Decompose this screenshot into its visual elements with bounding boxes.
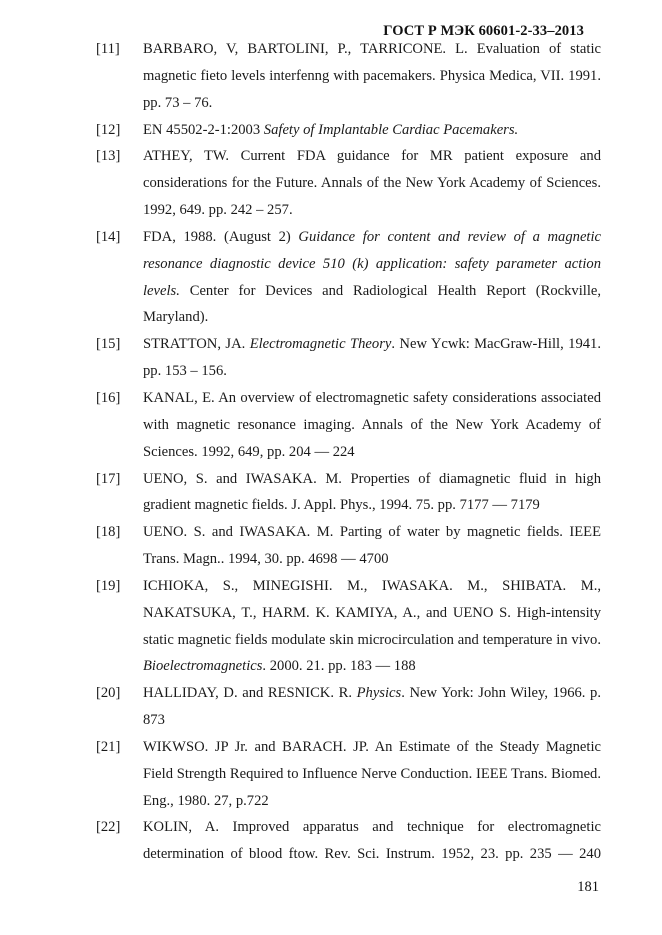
reference-text-segment: FDA, 1988. (August 2) xyxy=(143,228,299,245)
reference-item xyxy=(96,117,601,144)
reference-text-segment: Center for Devices and Radiological Health Report (Rockville, Maryland). xyxy=(143,282,601,326)
reference-title-italic: Physics xyxy=(356,685,402,702)
reference-text xyxy=(143,385,601,466)
reference-text-segment: STRATTON, JA. xyxy=(143,336,250,353)
reference-text-segment: HALLIDAY, D. and RESNICK. R. xyxy=(143,685,357,702)
reference-number: [13] xyxy=(96,148,121,165)
reference-title-italic: Bioelectromagnetics xyxy=(143,658,263,675)
reference-title-italic: Electromagnetic Theory xyxy=(249,336,392,353)
reference-text xyxy=(143,680,601,734)
reference-text-segment: UENO. S. and IWASAKA. M. Parting of water by magnetic fields. IEEE Trans. Magn.. 1994, 30. pp. 4698 — 4700 xyxy=(143,524,601,568)
reference-item xyxy=(96,143,601,224)
reference-text-segment: UENO, S. and IWASAKA. M. Properties of diamagnetic fluid in high gradient magnetic fields. J. Appl. Phys., 1994. 75. pp. 7177 — 7179 xyxy=(143,470,601,514)
reference-text xyxy=(143,734,601,815)
reference-text-segment: . New Ycwk: MacGraw-Hill, 1941. pp. 153 – 156. xyxy=(143,336,601,380)
reference-number: [14] xyxy=(96,228,121,245)
reference-title-italic: Safety of Implantable Cardiac Pacemakers. xyxy=(263,121,519,138)
reference-number: [12] xyxy=(96,121,121,138)
reference-item xyxy=(96,466,601,520)
reference-text xyxy=(143,36,601,117)
reference-text xyxy=(143,143,601,224)
reference-item xyxy=(96,734,601,815)
reference-text xyxy=(143,466,601,520)
reference-number: [11] xyxy=(96,41,120,57)
reference-title-italic: Guidance for content and review of a magnetic resonance diagnostic device 510 (k) application: safety parameter action levels. xyxy=(143,228,602,299)
reference-item xyxy=(96,331,601,385)
reference-item xyxy=(96,573,601,680)
reference-number: [22] xyxy=(96,819,121,836)
page-number: 181 xyxy=(577,879,599,895)
reference-text-segment: EN 45502-2-1:2003 xyxy=(143,121,264,138)
reference-number: [21] xyxy=(96,738,121,755)
reference-text-segment: BARBARO, V, BARTOLINI, P., TARRICONE. L. Evaluation of static magnetic fieto levels interfenng with pacemakers. Physica Medica, VII. 1991. pp. 73 – 76. xyxy=(143,41,601,111)
reference-text xyxy=(143,224,601,331)
reference-text xyxy=(143,573,601,680)
reference-number: [19] xyxy=(96,577,121,594)
reference-list xyxy=(96,36,601,868)
reference-text-segment: KOLIN, A. Improved apparatus and technique for electromagnetic determination of blood ftow. Rev. Sci. Instrum. 1952, 23. pp. 235 — 240 xyxy=(143,819,601,863)
standard-header: ГОСТ Р МЭК 60601-2-33–2013 xyxy=(383,23,584,39)
reference-text xyxy=(143,331,601,385)
reference-text-segment: . 2000. 21. pp. 183 — 188 xyxy=(262,658,416,675)
reference-item xyxy=(96,385,601,466)
reference-number: [16] xyxy=(96,389,121,406)
reference-number: [15] xyxy=(96,336,121,353)
reference-item xyxy=(96,814,601,868)
reference-number: [20] xyxy=(96,685,121,702)
reference-text-segment: ICHIOKA, S., MINEGISHI. M., IWASAKA. M., SHIBATA. M., NAKATSUKA, T., HARM. K. KAMIYA, A., and UENO S. High-intensity static magnetic fields modulate skin microcirculation and temperature in vivo. xyxy=(143,577,601,648)
reference-text-segment: ATHEY, TW. Current FDA guidance for MR patient exposure and considerations for the Future. Annals of the New York Academy of Sciences. 1992, 649. pp. 242 – 257. xyxy=(143,148,601,219)
reference-text-segment: WIKWSO. JP Jr. and BARACH. JP. An Estimate of the Steady Magnetic Field Strength Required to Influence Nerve Conduction. IEEE Trans. Biomed. Eng., 1980. 27, p.722 xyxy=(143,738,601,809)
reference-text xyxy=(143,814,601,868)
reference-text xyxy=(143,519,601,573)
reference-item xyxy=(96,680,601,734)
reference-item xyxy=(96,224,601,331)
reference-number: [18] xyxy=(96,524,121,541)
reference-text xyxy=(143,117,601,144)
reference-text-segment: KANAL, E. An overview of electromagnetic safety considerations associated with magnetic resonance imaging. Annals of the New York Academy of Sciences. 1992, 649, pp. 204 — 224 xyxy=(143,389,601,460)
reference-text-segment: . New York: John Wiley, 1966. p. 873 xyxy=(143,685,601,729)
reference-number: [17] xyxy=(96,470,121,487)
reference-item xyxy=(96,519,601,573)
reference-item xyxy=(96,36,601,117)
